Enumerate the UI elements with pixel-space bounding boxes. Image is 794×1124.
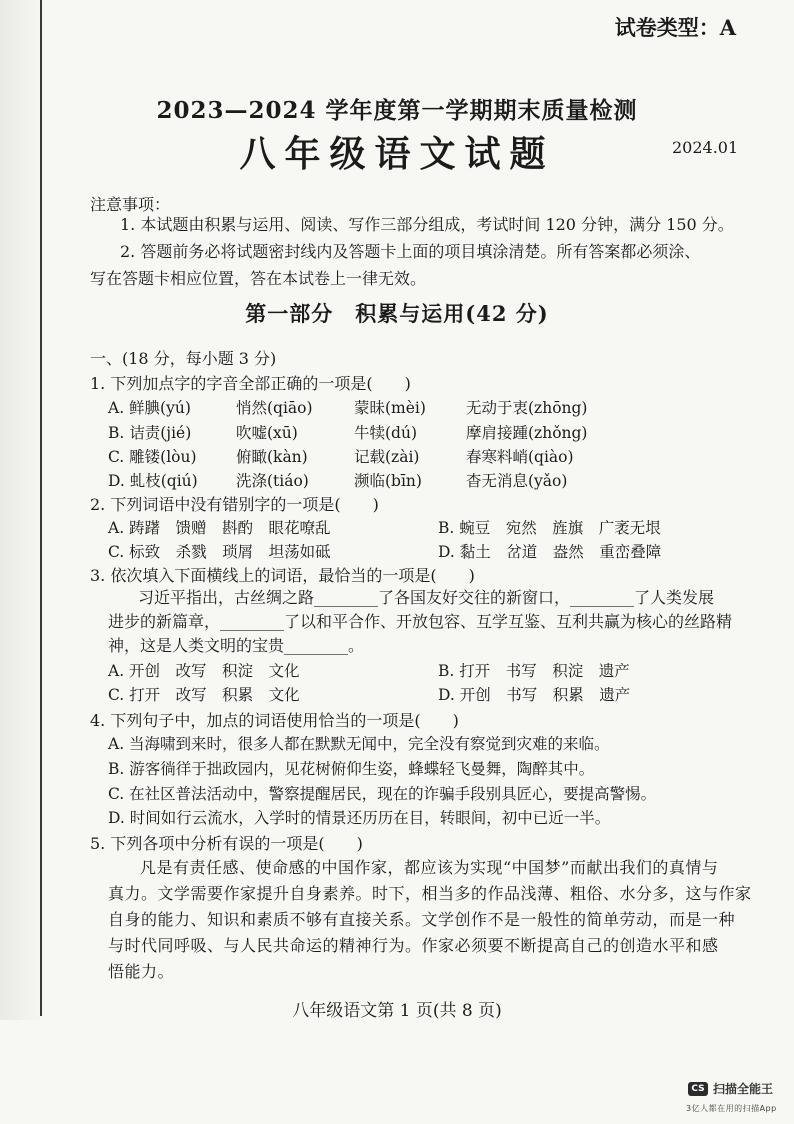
q1-option-d-3: 濒临(bīn)	[354, 472, 422, 490]
q1-option-d-2: 洗涤(tiáo)	[236, 472, 309, 490]
camscanner-logo-icon: CS	[688, 1082, 708, 1096]
section-title: 第一部分 积累与运用(42 分)	[245, 301, 549, 326]
note-item-2-line-2: 写在答题卡相应位置，答在本试卷上一律无效。	[90, 269, 427, 288]
q1-option-a-1: A. 鲜腆(yú)	[108, 399, 191, 417]
q1-option-b-4: 摩肩接踵(zhǒng)	[466, 424, 588, 442]
q3-passage-line-1: 习近平指出，古丝绸之路________了各国友好交往的新窗口，________了人类发展	[138, 588, 715, 607]
q5-passage-line-5: 悟能力。	[108, 962, 175, 981]
q2-option-a: A. 踌躇 馈赠 斟酌 眼花嘹乱	[108, 519, 331, 537]
q2-option-b: B. 蜿豆 宛然 旌旗 广袤无垠	[438, 519, 661, 537]
q5-passage-line-3: 自身的能力、知识和素质不够有直接关系。文学创作不是一般性的简单劳动，而是一种	[108, 910, 736, 929]
q4-option-c: C. 在社区普法活动中，警察提醒居民，现在的诈骗手段别具匠心，要提高警惕。	[108, 785, 657, 803]
q3-option-d: D. 开创 书写 积累 遗产	[438, 686, 631, 704]
q1-option-d-4: 杳无消息(yǎo)	[466, 472, 568, 490]
q1-option-c-4: 春寒料峭(qiào)	[466, 448, 574, 466]
notes-heading: 注意事项：	[90, 195, 171, 214]
q4-stem: 4. 下列句子中，加点的词语使用恰当的一项是( )	[90, 711, 459, 730]
q5-passage-line-4: 与时代同呼吸、与人民共命运的精神行为。作家必须要不断提高自己的创造水平和感	[108, 936, 719, 955]
q1-option-b-3: 牛犊(dú)	[354, 424, 417, 442]
q1-option-a-3: 蒙昧(mèi)	[354, 399, 426, 417]
q1-stem: 1. 下列加点字的字音全部正确的一项是( )	[90, 374, 411, 393]
q2-stem: 2. 下列词语中没有错别字的一项是( )	[90, 495, 379, 514]
q1-option-a-2: 悄然(qiāo)	[236, 399, 313, 417]
q5-passage-line-2: 真力。文学需要作家提升自身素养。时下，相当多的作品浅薄、粗俗、水分多，这与作家	[108, 884, 752, 903]
watermark-brand-name: 扫描全能王	[713, 1082, 774, 1096]
part-heading: 一、(18 分，每小题 3 分)	[90, 349, 277, 368]
note-item-2-line-1: 2. 答题前务必将试题密封线内及答题卡上面的项目填涂清楚。所有答案都必须涂、	[120, 242, 701, 261]
q2-option-d: D. 黏土 岔道 盎然 重峦叠障	[438, 543, 662, 561]
note-item-1: 1. 本试题由积累与运用、阅读、写作三部分组成，考试时间 120 分钟，满分 150 分。	[120, 215, 734, 234]
q4-option-b: B. 游客徜徉于拙政园内，见花树俯仰生姿，蜂蝶轻飞曼舞，陶醉其中。	[108, 760, 595, 778]
exam-subtitle: 2023—2024 学年度第一学期期末质量检测	[156, 97, 638, 124]
q3-passage-line-2: 进步的新篇章，________了以和平合作、开放包容、互学互鉴、互利共赢为核心的丝路精	[108, 612, 733, 631]
q1-option-b-1: B. 诘责(jié)	[108, 424, 192, 442]
q1-option-a-4: 无动于衷(zhōng)	[466, 399, 588, 417]
q5-stem: 5. 下列各项中分析有误的一项是( )	[90, 834, 363, 853]
watermark-tagline: 3亿人都在用的扫描App	[686, 1104, 777, 1113]
q1-option-b-2: 吹嘘(xū)	[236, 424, 298, 442]
q5-passage-line-1: 凡是有责任感、使命感的中国作家，都应该为实现“中国梦”而献出我们的真情与	[140, 858, 719, 877]
q3-stem: 3. 依次填入下面横线上的词语，最恰当的一项是( )	[90, 566, 475, 585]
q3-passage-line-3: 神，这是人类文明的宝贵________。	[108, 636, 365, 655]
q1-option-c-2: 俯瞰(kàn)	[236, 448, 308, 466]
page-footer: 八年级语文第 1 页(共 8 页)	[292, 1001, 502, 1021]
q4-option-d: D. 时间如行云流水，入学时的情景还历历在目，转眼间，初中已近一半。	[108, 809, 611, 827]
q3-option-a: A. 开创 改写 积淀 文化	[108, 662, 300, 680]
paper-type-label: 试卷类型：A	[614, 15, 736, 40]
q2-option-c: C. 标致 杀戮 琐屑 坦荡如砥	[108, 543, 331, 561]
exam-title: 八年级语文试题	[239, 133, 555, 175]
q3-option-b: B. 打开 书写 积淀 遗产	[438, 662, 630, 680]
q1-option-c-1: C. 雕镂(lòu)	[108, 448, 197, 466]
q4-option-a: A. 当海啸到来时，很多人都在默默无闻中，完全没有察觉到灾难的来临。	[108, 735, 610, 753]
q1-option-d-1: D. 虬枝(qiú)	[108, 472, 198, 490]
exam-date: 2024.01	[672, 138, 739, 157]
q3-option-c: C. 打开 改写 积累 文化	[108, 686, 300, 704]
q1-option-c-3: 记载(zài)	[354, 448, 420, 466]
scanner-watermark	[688, 1080, 773, 1097]
